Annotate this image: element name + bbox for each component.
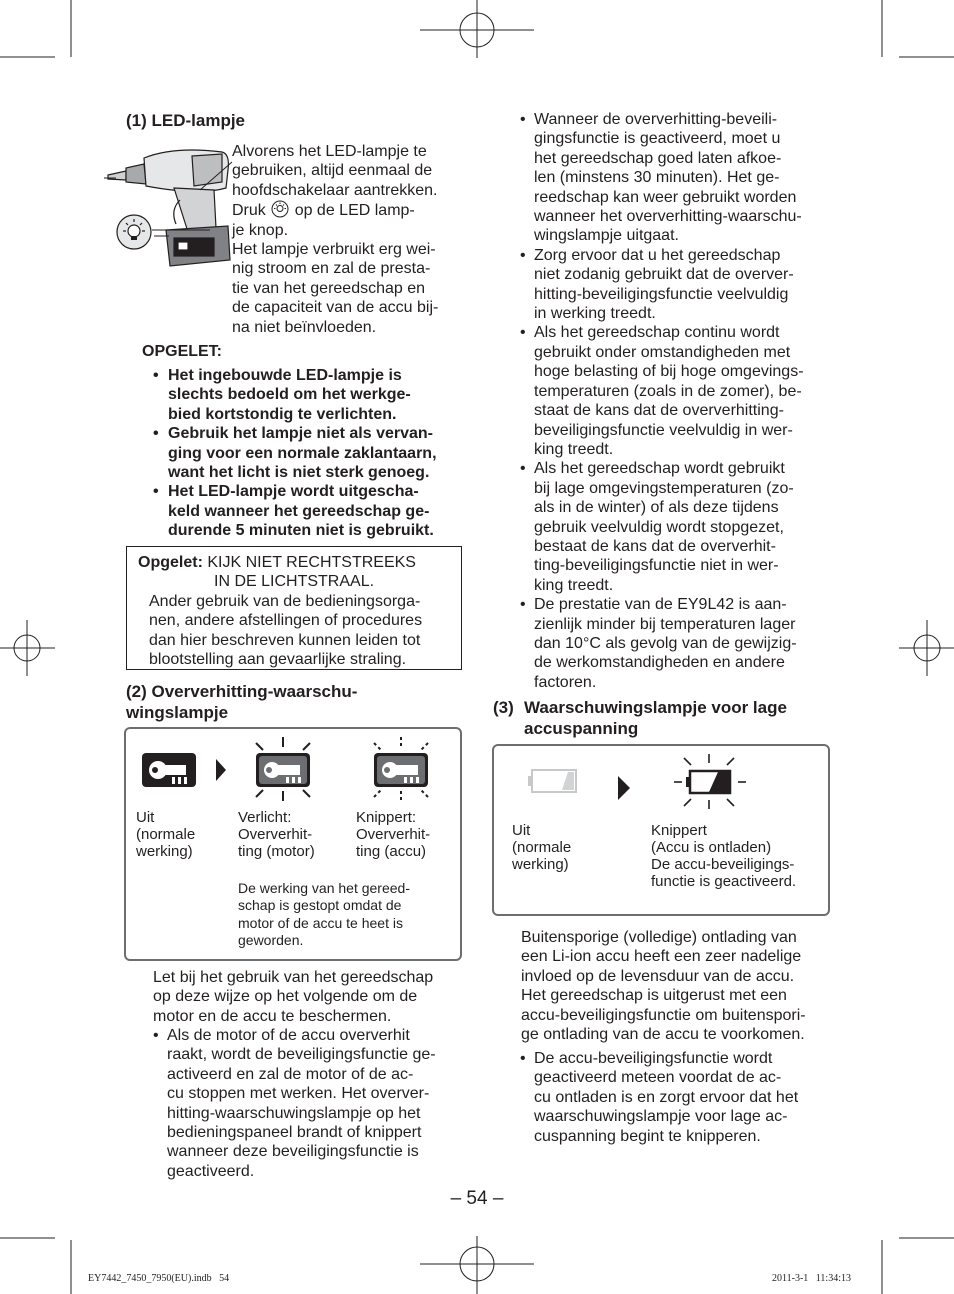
text-line: king treedt. (534, 440, 614, 458)
list-item (153, 1026, 465, 1181)
text-line: bied kortstondig te verlichten. (168, 405, 397, 423)
list-item (153, 482, 463, 540)
text-line: een Li-ion accu heeft een zeer nadelige (521, 948, 802, 966)
caption-line: ting (accu) (356, 843, 427, 860)
text-line: Het LED-lampje wordt uitgescha- (168, 483, 419, 501)
text-line: cu stoppen met werken. Het overver- (167, 1085, 430, 1103)
text-line: wanneer het oververhitting-waarschu- (534, 208, 802, 226)
text-line: wingslampje uitgaat. (534, 227, 679, 245)
bullet-symbol: • (520, 324, 526, 342)
caption-blink (356, 809, 430, 860)
warning-box (126, 546, 462, 670)
warning-line (138, 553, 416, 572)
arrow-right-icon (216, 759, 226, 781)
text-line: op deze wijze op het volgende om de (153, 988, 418, 1006)
note-line: motor of de accu te heet is (238, 914, 403, 931)
text-line: gingsfunctie is geactiveerd, moet u (534, 130, 781, 148)
text-line: hoofdschakelaar aantrekken. (232, 181, 438, 199)
text-line: zienlijk minder bij temperaturen lager (534, 615, 796, 633)
text-line: wanneer deze beveiligingsfunctie is (167, 1143, 419, 1161)
bullet-symbol: • (520, 460, 526, 478)
text-line: beveiligingsfunctie veelvuldig in wer- (534, 421, 793, 439)
caption-line: (normale (512, 839, 572, 856)
text-line: Het ingebouwde LED-lampje is (168, 367, 402, 384)
list-item (153, 366, 463, 424)
warning-label: Opgelet: (138, 554, 203, 571)
note-line: geworden. (238, 931, 304, 948)
caption-line: Verlicht: (238, 809, 292, 826)
caption-line: Uit (512, 822, 531, 839)
text-line: Zorg ervoor dat u het gereedschap (534, 246, 781, 264)
caption-blink (651, 822, 796, 890)
caption-line: werking) (512, 856, 569, 873)
text-line: raakt, wordt de beveiligingsfunctie ge- (167, 1046, 436, 1064)
title-line: wingslampje (126, 703, 229, 722)
overheat-icons (126, 729, 460, 809)
text-line: factoren. (534, 673, 597, 691)
title-line: accuspanning (524, 719, 639, 738)
caption-line: De accu-beveiligings- (651, 856, 795, 873)
note-line: schap is gestopt omdat de (238, 897, 402, 914)
list-item (520, 595, 840, 692)
caption-line: Uit (136, 809, 155, 826)
temperature-warning-lit-icon (256, 737, 310, 801)
led-light-icon (115, 213, 153, 251)
text-line: waarschuwingslampje voor lage ac- (534, 1108, 788, 1126)
list-item (520, 459, 840, 595)
druk-rest: op de LED lamp- (294, 202, 415, 220)
low-battery-paragraph (521, 928, 841, 1044)
caption-line: ting (motor) (238, 843, 315, 860)
text-line: de capaciteit van de accu bij- (232, 299, 439, 317)
text-line: de werkomstandigheden en andere (534, 654, 785, 672)
battery-blink-icon (674, 754, 746, 809)
text-line: hitting-beveiligingsfunctie veelvuldig (534, 285, 789, 303)
led-intro (232, 142, 462, 337)
text-line: invloed op de levensduur van de accu. (521, 967, 795, 985)
text-line: geactiveerd meteen voordat de ac- (534, 1069, 782, 1087)
caption-line: Oververhit- (238, 826, 313, 843)
bullet-symbol: • (520, 246, 526, 264)
bullet-symbol: • (520, 111, 526, 128)
text-line: staat de kans dat de oververhitting- (534, 402, 784, 420)
text-line: ging voor een normale zaklantaarn, (168, 444, 437, 462)
overheat-paragraph (153, 968, 433, 1026)
text-line: cuspanning begint te knipperen. (534, 1127, 761, 1145)
text-line: ting-beveiligingsfunctie niet in wer- (534, 557, 779, 575)
caption-off (136, 809, 195, 860)
battery-icon (528, 770, 576, 792)
low-battery-list (520, 1049, 840, 1146)
text-line: Het lampje verbruikt erg wei- (232, 241, 436, 259)
text-line: nen, andere afstellingen of procedures (149, 612, 423, 630)
temperature-warning-blink-icon (374, 737, 428, 801)
text-line: ge ontlading van de accu te voorkomen. (521, 1026, 805, 1044)
overheat-diagram-box (124, 727, 462, 961)
section-title-overheat (126, 681, 357, 723)
text-line: dan 10°C als gevolg van de gewijzig- (534, 634, 797, 652)
diagram-note (238, 880, 410, 949)
text-line: Let bij het gebruik van het gereedschap (153, 969, 434, 986)
caption-lit (238, 809, 315, 860)
caption-line: (Accu is ontladen) (651, 839, 772, 856)
footer-file: EY7442_7450_7950(EU).indb 54 (88, 1273, 230, 1284)
text-line: temperaturen (zoals in de zomer), be- (534, 382, 802, 400)
note-line: De werking van het gereed- (238, 880, 410, 896)
caption-line: (normale (136, 826, 196, 843)
text-line: hoge belasting of bij hoge omgevings- (534, 363, 804, 381)
text-line: blootstelling aan gevaarlijke straling. (149, 651, 407, 669)
caption-line: Knippert: (356, 809, 417, 826)
opgelet-list (153, 366, 463, 541)
overheat-list (153, 1026, 465, 1181)
temperature-warning-icon (142, 753, 196, 787)
text-line (232, 200, 462, 220)
text-line: dan hier beschreven kunnen leiden tot (149, 631, 421, 649)
text-line: tie van het gereedschap en (232, 279, 426, 297)
text-line: geactiveerd. (167, 1162, 255, 1180)
section-title-led: (1) LED-lampje (126, 111, 246, 130)
led-button-icon (270, 200, 290, 218)
section-number: (3) (493, 698, 514, 717)
bullet-symbol: • (153, 1027, 159, 1044)
text-line: nig stroom en zal de presta- (232, 260, 431, 278)
text-line: Buitensporige (volledige) ontlading van (521, 929, 797, 946)
right-list (520, 110, 840, 692)
list-item (520, 110, 840, 246)
title-line: (2) Oververhitting-waarschu- (126, 682, 358, 701)
text-line: durende 5 minuten niet is gebruikt. (168, 522, 434, 540)
bullet-symbol: • (153, 367, 159, 384)
text-line: als in de winter) of als deze tijdens (534, 499, 779, 517)
caption-off (512, 822, 571, 873)
text-line: slechts bedoeld om het werkge- (168, 386, 411, 404)
text-line: gebruiken, altijd eenmaal de (232, 162, 433, 180)
arrow-right-icon (618, 776, 630, 800)
bullet-symbol: • (153, 425, 159, 443)
list-item (153, 424, 463, 482)
low-battery-diagram-box (492, 744, 830, 916)
list-item (520, 246, 840, 324)
text-line: bestaat de kans dat de oververhit- (534, 537, 776, 555)
text-line: Alvorens het LED-lampje te (232, 143, 427, 160)
text-line: reedschap kan weer gebruikt worden (534, 188, 797, 206)
text-line: bij lage omgevingstemperaturen (zo- (534, 479, 794, 497)
list-item (520, 1049, 840, 1146)
title-line: Waarschuwingslampje voor lage (524, 698, 787, 717)
text-line: gebruikt onder omstandigheden met (534, 343, 791, 361)
text-line: accu-beveiligingsfunctie om buitenspori- (521, 1006, 806, 1024)
text-line: Gebruik het lampje niet als vervan- (168, 425, 433, 443)
list-item (520, 323, 840, 459)
text-line: activeerd en zal de motor of de ac- (167, 1065, 414, 1083)
warning-text: IN DE LICHTSTRAAL. (214, 573, 375, 590)
text-line: in werking treedt. (534, 305, 656, 323)
text-line: keld wanneer het gereedschap ge- (168, 502, 430, 520)
text-line: Ander gebruik van de bedieningsorga- (149, 593, 421, 610)
text-line: motor en de accu te beschermen. (153, 1007, 392, 1025)
bullet-symbol: • (153, 483, 159, 501)
caption-line: werking) (136, 843, 193, 860)
text-line: niet zodanig gebruikt dat de overver- (534, 266, 794, 284)
text-line: Als het gereedschap wordt gebruikt (534, 460, 785, 478)
caption-line: functie is geactiveerd. (651, 873, 797, 890)
text-line: bedieningspaneel brandt of knippert (167, 1124, 422, 1142)
warning-text: KIJK NIET RECHTSTREEKS (207, 554, 416, 571)
text-line: je knop. (232, 221, 289, 239)
text-line: De accu-beveiligingsfunctie wordt (534, 1050, 773, 1067)
text-line: De prestatie van de EY9L42 is aan- (534, 596, 787, 614)
page-number: – 54 – (450, 1188, 504, 1209)
text-line: na niet beïnvloeden. (232, 318, 377, 336)
footer-timestamp: 2011-3-1 11:34:13 (772, 1273, 851, 1284)
bullet-symbol: • (520, 1050, 526, 1067)
text-line: Als de motor of de accu oververhit (167, 1027, 410, 1044)
bullet-symbol: • (520, 596, 526, 614)
text-line: cu ontladen is en zorgt ervoor dat het (534, 1088, 799, 1106)
leader-lines (150, 160, 240, 240)
text-line: Als het gereedschap continu wordt (534, 324, 780, 342)
warning-body (149, 592, 422, 670)
text-line: want het licht is niet sterk genoeg. (168, 464, 430, 482)
druk-word: Druk (232, 202, 266, 220)
opgelet-heading: OPGELET: (142, 343, 223, 360)
text-line: Wanneer de oververhitting-beveili- (534, 111, 778, 128)
text-line: Het gereedschap is uitgerust met een (521, 987, 787, 1005)
text-line: len (minstens 30 minuten). Het ge- (534, 169, 780, 187)
text-line: gebruik veelvuldig wordt stopgezet, (534, 518, 784, 536)
text-line: hitting-waarschuwingslampje op het (167, 1104, 421, 1122)
battery-icons (494, 746, 828, 822)
caption-line: Knippert (651, 822, 707, 839)
caption-line: Oververhit- (356, 826, 431, 843)
text-line: king treedt. (534, 576, 614, 594)
text-line: het gereedschap goed laten afkoe- (534, 149, 782, 167)
